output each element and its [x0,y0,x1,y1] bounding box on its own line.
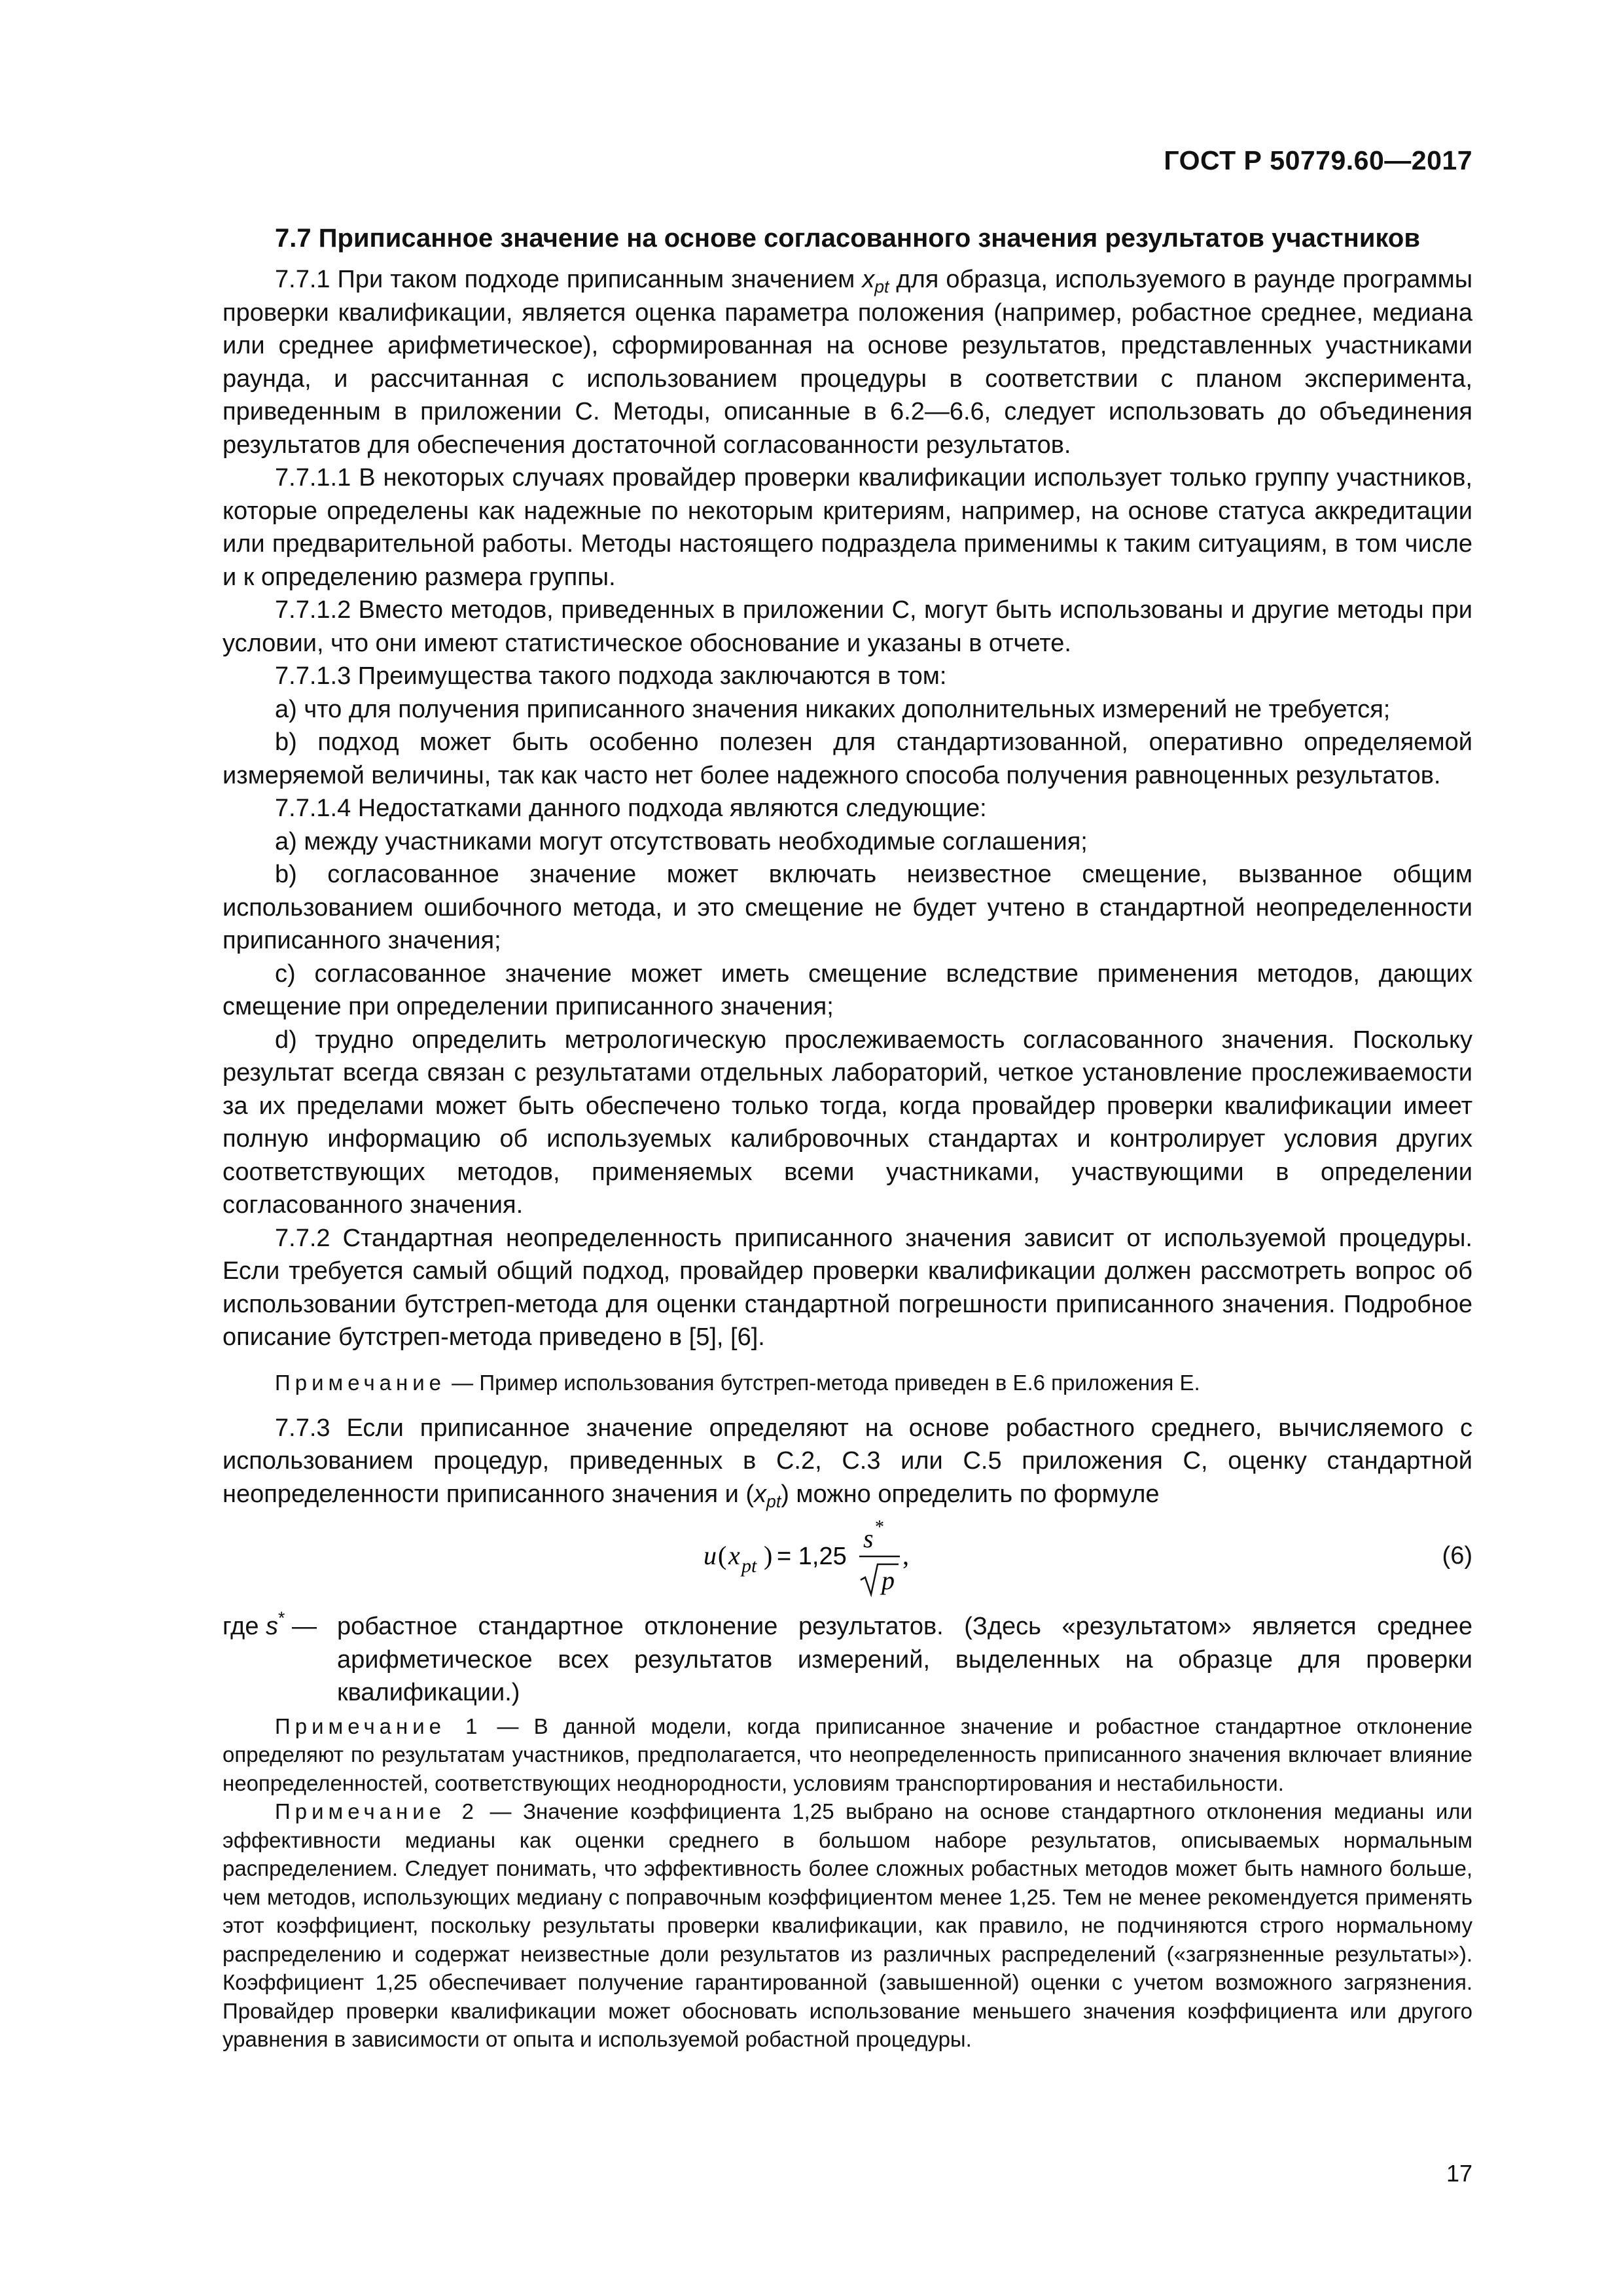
document-code: ГОСТ Р 50779.60—2017 [1164,145,1472,175]
note-2 [223,1797,1472,2054]
formula-svg [704,1513,978,1604]
page-number: 17 [1446,2160,1472,2187]
formula-var-x: x [728,1541,740,1570]
paragraph-7-7-1-2: 7.7.1.2 Вместо методов, приведенных в приложении С, могут быть использованы и другие методы при условии, что они имеют статистическое обоснование и указаны в отчете. [223,596,1472,657]
list-item-disadvantage-d: d) трудно определить метрологическую прослеживаемость согласованного значения. Поскольку результат всегда связан с результатами отдельных лабораторий, четкое установление прослеживаемости за их пределами может быть обеспечено только тогда, когда провайдер проверки квалификации имеет полную информацию об используемых калибровочных стандартах и контролирует условия других соответствующих методов, применяемых всеми участниками, участвующими в определении согласованного значения. [223,1026,1472,1219]
formula-numerator-s: s [863,1524,874,1553]
formula-number: (6) [1442,1542,1472,1570]
where-head [223,1610,337,1710]
formula-6 [223,1513,1472,1604]
where-dash: — [285,1613,317,1640]
formula-func-u: u [704,1541,717,1570]
where-star: * [278,1608,285,1628]
list-item-disadvantage-b: b) согласованное значение может включать неизвестное смещение, вызванное общим использованием ошибочного метода, и это смещение не будет учтено в стандартной неопределенности приписанного значения; [223,861,1472,954]
where-definition [223,1610,1472,1710]
paragraph-7-7-1-1: 7.7.1.1 В некоторых случаях провайдер проверки квалификации использует только группу участников, которые определены как надежные по некоторым критериям, например, на основе статуса аккредитации или предварительной работы. Методы настоящего подраздела применимы к таким ситуациям, в том числе и к определению размера группы. [223,464,1472,591]
list-item-advantage-a: a) что для получения приписанного значения никаких дополнительных измерений не требуется; [275,695,1391,723]
paragraph-7-7-3 [223,1412,1472,1511]
variable-x: x [754,1480,767,1508]
paragraph-text: 7.7.3 Если приписанное значение определяют на основе робастного среднего, вычисляемого с использованием процедур, приведенных в С.2, С.3 или С.5 приложения С, оценку стандартной неопределенности приписанного значения и ( [223,1414,1472,1508]
variable-x: x [862,266,875,293]
paragraph-7-7-2: 7.7.2 Стандартная неопределенность приписанного значения зависит от используемой процедуры. Если требуется самый общий подход, провайдер проверки квалификации должен рассмотреть вопрос об использовании бутстреп-метода для оценки стандартной погрешности приписанного значения. Подробное описание бутстреп-метода приведено в [5], [6]. [223,1224,1472,1351]
note-bootstrap [223,1369,1472,1397]
formula-sub-pt: pt [741,1555,757,1577]
formula-paren-open: ( [718,1541,727,1570]
subscript-pt: pt [874,276,889,296]
section-title: 7.7 Приписанное значение на основе согласованного значения результатов участников [275,224,1420,253]
where-var-s: s [266,1613,279,1640]
formula-coefficient: = 1,25 [777,1543,847,1570]
formula-expression [704,1513,978,1604]
paragraph-text: 7.7.1 При таком подходе приписанным значением [275,266,863,293]
note-1 [223,1712,1472,1798]
note-label: Примечание [275,1370,446,1395]
note-1-text: — В данной модели, когда приписанное значение и робастное стандартное отклонение определяют по результатам участников, предполагается, что неопределенность приписанного значения включает влияние неопределенностей, соответствующих неоднородности, условиям транспортирования и нестабильности. [223,1713,1472,1795]
where-prefix: где [223,1613,266,1640]
note-2-label: Примечание 2 [275,1799,478,1823]
formula-paren-close: ) [764,1541,773,1570]
subscript-pt: pt [766,1491,781,1511]
list-item-advantage-b: b) подход может быть особенно полезен для стандартизованной, оперативно определяемой измеряемой величины, так как часто нет более надежного способа получения равноценных результатов. [223,728,1472,789]
note-1-label: Примечание 1 [275,1713,482,1738]
paragraph-text: для образца, используемого в раунде программы проверки квалификации, является оценка параметра положения (например, робастное среднее, медиана или среднее арифметическое), сформированная на основе результатов, представленных участниками раунда, и рассчитанная с использованием процедуры в соответствии с планом эксперимента, приведенным в приложении С. Методы, описанные в 6.2—6.6, следует использовать до объединения результатов для обеспечения достаточной согласованности результатов. [223,266,1473,459]
list-item-disadvantage-a: a) между участниками могут отсутствовать необходимые соглашения; [275,827,1088,855]
body-text [223,263,1472,2054]
paragraph-7-7-1-3: 7.7.1.3 Преимущества такого подхода заключаются в том: [275,662,947,690]
paragraph-text: ) можно определить по формуле [781,1480,1160,1508]
paragraph-7-7-1 [223,263,1472,461]
formula-denominator-p: p [882,1566,895,1595]
note-text: — Пример использования бутстреп-метода приведен в Е.6 приложения Е. [446,1370,1200,1395]
where-description: робастное стандартное отклонение результатов. (Здесь «результатом» является среднее арифметическое всех результатов измерений, выделенных на образце для проверки квалификации.) [337,1613,1472,1706]
formula-numerator-star: * [875,1517,884,1537]
note-2-text: — Значение коэффициента 1,25 выбрано на основе стандартного отклонения медианы или эффективности медианы как оценки среднего в большом наборе результатов, описываемых нормальным распределением. Следует понимать, что эффективность более сложных робастных методов может быть намного больше, чем методов, использующих медиану с поправочным коэффициентом менее 1,25. Тем не менее рекомендуется применять этот коэффициент, поскольку результаты проверки квалификации, как правило, не подчиняются строго нормальному распределению и содержат неизвестные доли результатов из различных распределений («загрязненные результаты»). Коэффициент 1,25 обеспечивает получение гарантированной (завышенной) оценки с учетом возможного загрязнения. Провайдер проверки квалификации может обосновать использование меньшего значения коэффициента или другого уравнения в зависимости от опыта и используемой робастной процедуры. [223,1799,1472,2051]
formula-comma: , [902,1541,909,1570]
list-item-disadvantage-c: c) согласованное значение может иметь смещение вследствие применения методов, дающих смещение при определении приписанного значения; [223,960,1472,1020]
paragraph-7-7-1-4: 7.7.1.4 Недостатками данного подхода являются следующие: [275,795,987,822]
